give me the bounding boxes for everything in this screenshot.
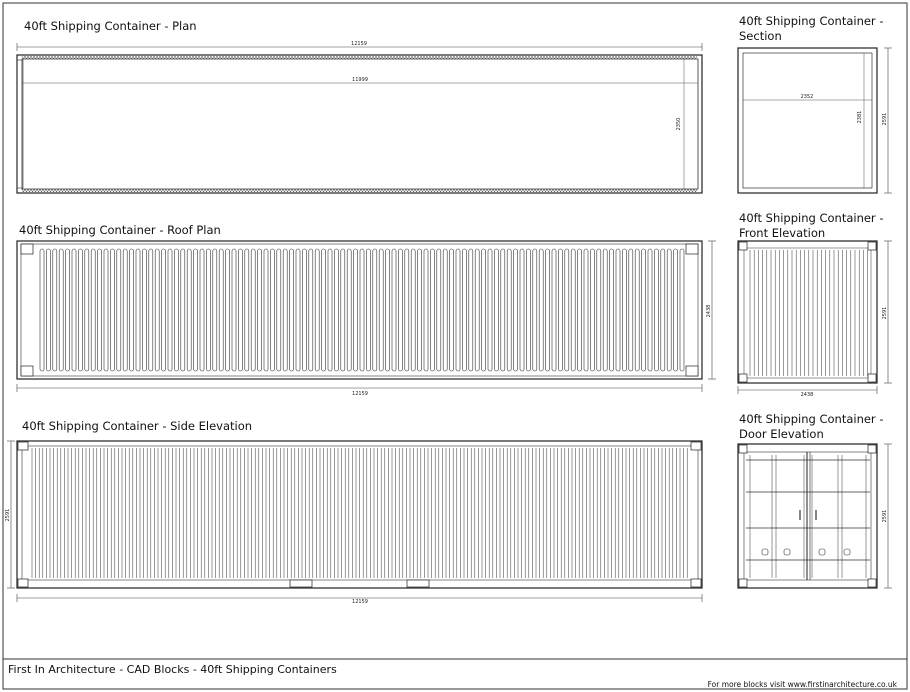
door-elevation-title-line2: Door Elevation (739, 427, 824, 441)
door-elevation-view (738, 412, 892, 588)
roof-plan-outline (17, 241, 702, 379)
roof-corrugation (40, 249, 684, 371)
roof-plan-dim-length: 12159 (352, 391, 368, 397)
roof-plan-view (17, 223, 716, 397)
side-elevation-dim-length: 12159 (352, 599, 368, 605)
plan-dim-inner-length: 11999 (352, 77, 368, 83)
side-corrugation (32, 448, 687, 578)
side-elevation-title: 40ft Shipping Container - Side Elevation (22, 419, 253, 433)
plan-dim-length: 12159 (351, 41, 367, 47)
front-elevation-view (738, 211, 892, 398)
front-corrugation (750, 250, 868, 376)
section-dim-inner-height: 2381 (857, 110, 863, 124)
side-elevation-dim-height: 2591 (5, 508, 11, 522)
footer-website-note: For more blocks visit www.firstinarchitecture.co.uk (707, 680, 897, 689)
plan-corrugated-wall-bottom (22, 189, 697, 192)
plan-title: 40ft Shipping Container - Plan (24, 19, 197, 33)
section-title-line2: Section (739, 29, 782, 43)
front-elevation-outline (738, 241, 877, 383)
section-title-line1: 40ft Shipping Container - (739, 14, 884, 28)
plan-view (17, 19, 702, 193)
roof-plan-dim-width: 2438 (706, 304, 712, 318)
plan-dim-width: 2350 (676, 117, 682, 131)
door-elevation-title-line1: 40ft Shipping Container - (739, 412, 884, 426)
section-view (738, 14, 892, 193)
front-elevation-title-line1: 40ft Shipping Container - (739, 211, 884, 225)
plan-corrugated-wall-top (22, 56, 697, 59)
front-elevation-dim-width: 2438 (800, 392, 814, 398)
plan-outline (17, 55, 702, 193)
front-elevation-dim-height: 2591 (882, 306, 888, 320)
door-elevation-dim-height: 2591 (882, 509, 888, 523)
footer-title: First In Architecture - CAD Blocks - 40ft Shipping Containers (8, 663, 337, 676)
section-dim-width: 2352 (800, 94, 814, 100)
section-dim-height: 2591 (882, 112, 888, 126)
sheet-border (3, 3, 907, 689)
side-elevation-view (5, 419, 702, 605)
door-panels (746, 455, 870, 578)
front-elevation-title-line2: Front Elevation (739, 226, 826, 240)
roof-plan-title: 40ft Shipping Container - Roof Plan (19, 223, 221, 237)
